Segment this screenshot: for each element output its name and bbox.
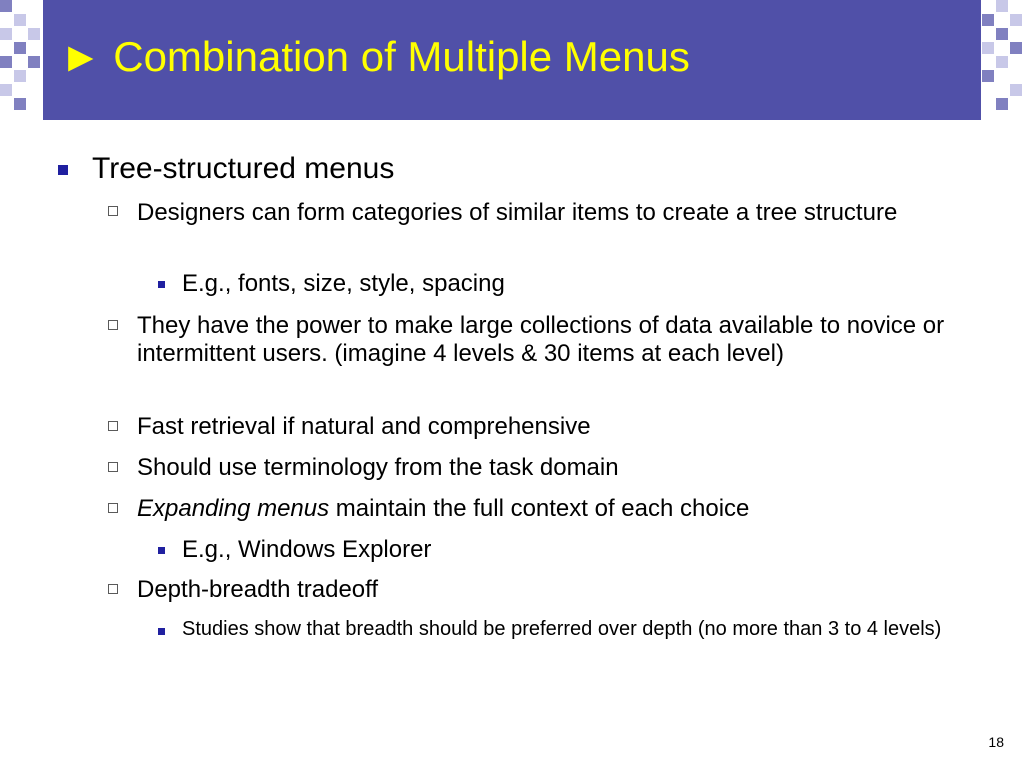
page-number: 18 [988, 734, 1004, 750]
bullet-level2: Fast retrieval if natural and comprehensive [137, 413, 591, 440]
small-square-bullet-icon [158, 281, 165, 288]
hollow-square-bullet-icon [108, 503, 118, 513]
bullet-level2: Designers can form categories of similar items to create a tree structure [137, 199, 898, 226]
bullet-level2: Depth-breadth tradeoff [137, 576, 379, 603]
emphasized-term: Expanding menus [137, 495, 330, 522]
square-bullet-icon [58, 165, 68, 175]
hollow-square-bullet-icon [108, 421, 118, 431]
hollow-square-bullet-icon [108, 462, 118, 472]
slide-title: ► Combination of Multiple Menus [60, 33, 690, 80]
small-square-bullet-icon [158, 547, 165, 554]
bullet-level2 [137, 495, 957, 523]
bullet-text: maintain the full context of each choice [329, 495, 750, 522]
bullet-level3: E.g., Windows Explorer [182, 536, 432, 563]
bullet-level3: Studies show that breadth should be preferred over depth (no more than 3 to 4 levels) [182, 618, 942, 640]
hollow-square-bullet-icon [108, 206, 118, 216]
small-square-bullet-icon [158, 628, 165, 635]
hollow-square-bullet-icon [108, 320, 118, 330]
bullet-level2: They have the power to make large collections of data available to novice or intermittent users. (imagine 4 levels & 30 items at each level) [137, 312, 945, 368]
bullet-level2: Should use terminology from the task domain [137, 454, 619, 481]
hollow-square-bullet-icon [108, 584, 118, 594]
bullet-level1: Tree-structured menus [92, 152, 395, 185]
bullet-level3: E.g., fonts, size, style, spacing [182, 270, 505, 297]
